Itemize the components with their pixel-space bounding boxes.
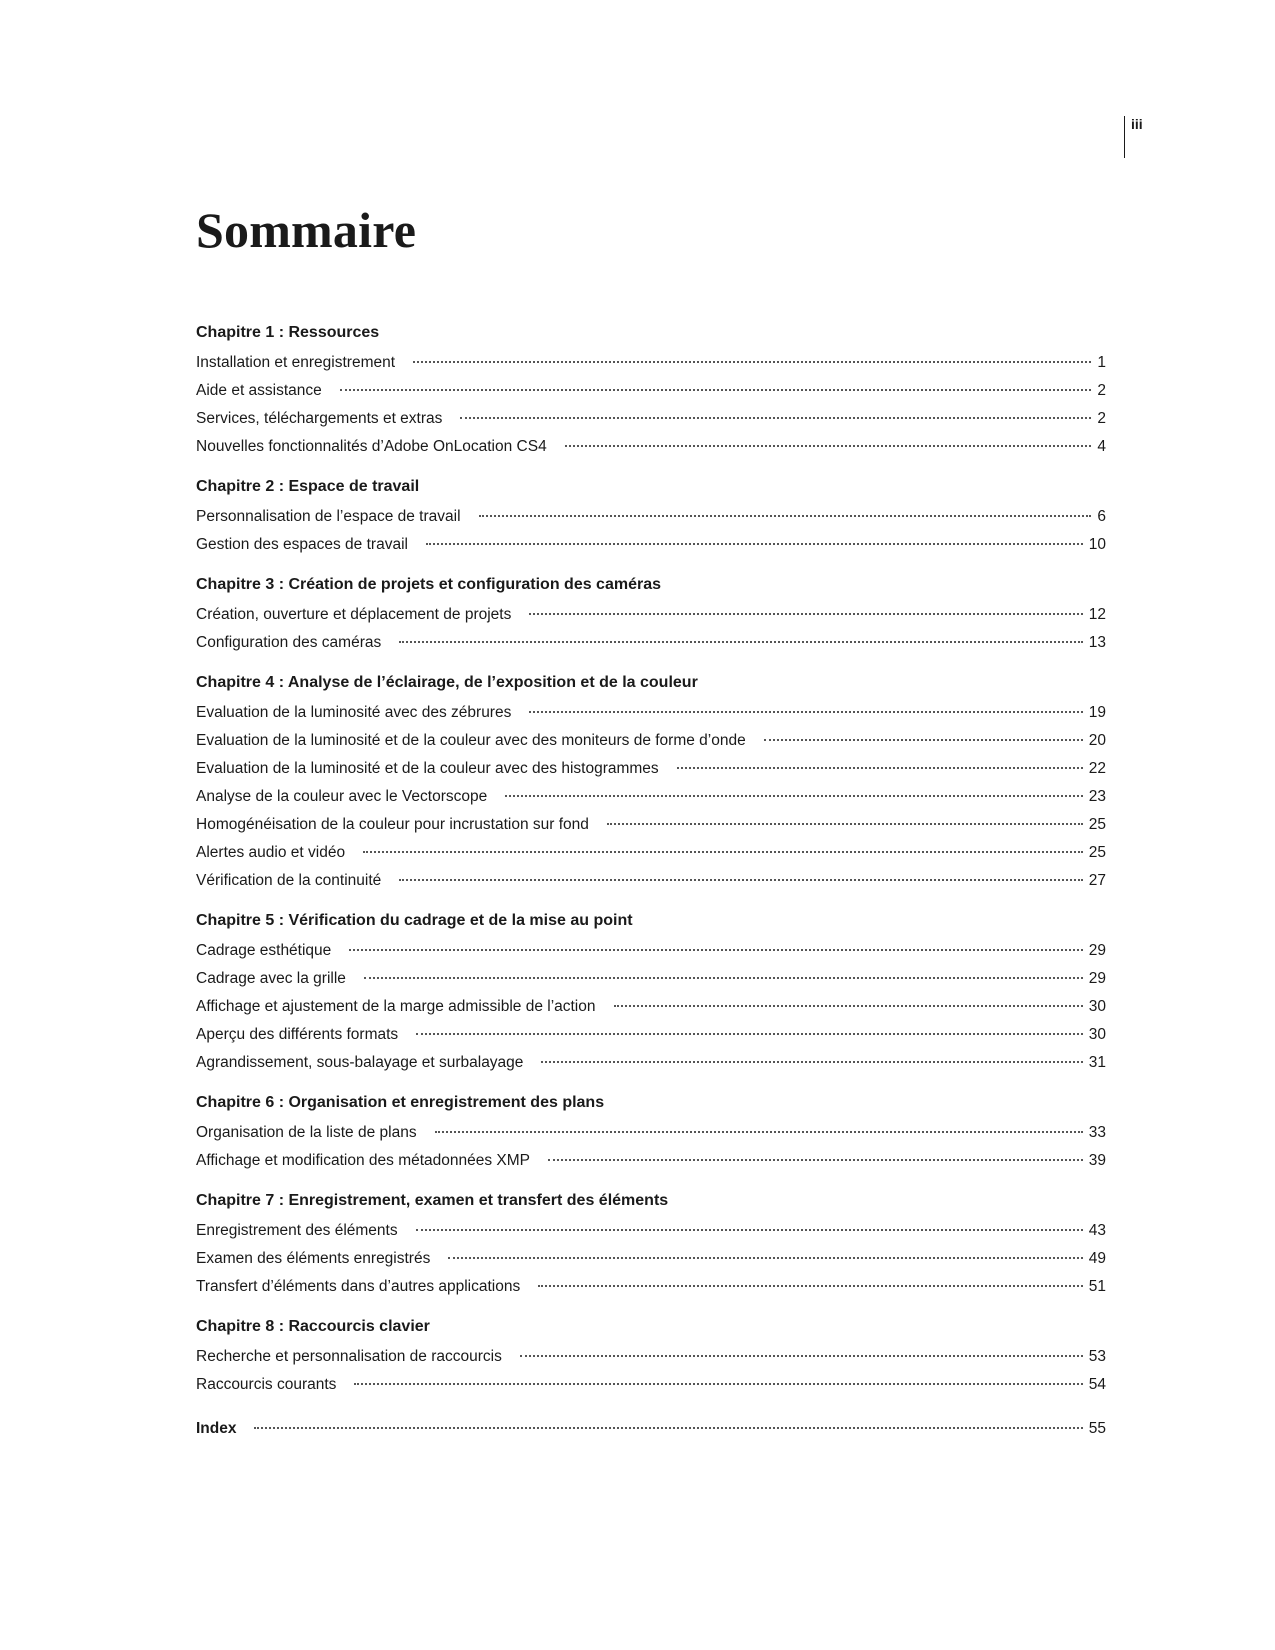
toc-entry-page: 20 xyxy=(1088,732,1106,749)
chapter-title[interactable]: Chapitre 6 : Organisation et enregistrement des plans xyxy=(196,1094,605,1111)
dot-leader xyxy=(416,1033,1083,1035)
chapter-title[interactable]: Chapitre 2 : Espace de travail xyxy=(196,478,420,495)
toc-chapter-2 xyxy=(196,477,1106,559)
toc-entry-label: Examen des éléments enregistrés xyxy=(196,1250,431,1267)
dot-leader xyxy=(416,1229,1083,1231)
toc-entry-label: Homogénéisation de la couleur pour incrustation sur fond xyxy=(196,816,589,833)
toc-entry-page: 10 xyxy=(1088,536,1106,553)
dot-leader xyxy=(448,1257,1082,1259)
toc-entry-page: 2 xyxy=(1097,382,1106,399)
dot-leader xyxy=(340,389,1092,391)
dot-leader xyxy=(349,949,1082,951)
index-page: 55 xyxy=(1088,1420,1106,1437)
toc-chapter-5 xyxy=(196,911,1106,1077)
toc-entry-page: 30 xyxy=(1088,1026,1106,1043)
page-number-block xyxy=(1124,116,1143,158)
toc-entry-page: 25 xyxy=(1088,844,1106,861)
dot-leader xyxy=(399,641,1083,643)
toc-entry-page: 29 xyxy=(1088,942,1106,959)
chapter-title[interactable]: Chapitre 7 : Enregistrement, examen et transfert des éléments xyxy=(196,1192,669,1209)
toc-entry[interactable] xyxy=(196,1343,1106,1371)
dot-leader xyxy=(254,1427,1082,1429)
toc-entry[interactable] xyxy=(196,1245,1106,1273)
toc-entry-label: Vérification de la continuité xyxy=(196,872,382,889)
dot-leader xyxy=(548,1159,1083,1161)
toc-entry[interactable] xyxy=(196,783,1106,811)
toc-chapter-8 xyxy=(196,1317,1106,1399)
toc-entry[interactable] xyxy=(196,811,1106,839)
toc-entry-label: Cadrage esthétique xyxy=(196,942,332,959)
toc-entry-page: 2 xyxy=(1097,410,1106,427)
toc-chapter-6 xyxy=(196,1093,1106,1175)
dot-leader xyxy=(607,823,1083,825)
toc-entry-page: 4 xyxy=(1097,438,1106,455)
dot-leader xyxy=(614,1005,1083,1007)
toc-entry[interactable] xyxy=(196,601,1106,629)
toc-entry-page: 23 xyxy=(1088,788,1106,805)
toc-entry[interactable] xyxy=(196,1273,1106,1301)
toc-entry[interactable] xyxy=(196,377,1106,405)
toc-entry-page: 19 xyxy=(1088,704,1106,721)
toc-entry-label: Organisation de la liste de plans xyxy=(196,1124,417,1141)
chapter-title[interactable]: Chapitre 1 : Ressources xyxy=(196,324,380,341)
toc-entry[interactable] xyxy=(196,1371,1106,1399)
toc-chapter-4 xyxy=(196,673,1106,895)
toc-entry-label: Affichage et ajustement de la marge admissible de l’action xyxy=(196,998,596,1015)
toc-entry-label: Transfert d’éléments dans d’autres applications xyxy=(196,1278,521,1295)
toc-entry-label: Raccourcis courants xyxy=(196,1376,337,1393)
toc-entry-label: Recherche et personnalisation de raccourcis xyxy=(196,1348,502,1365)
toc-entry-label: Alertes audio et vidéo xyxy=(196,844,346,861)
dot-leader xyxy=(426,543,1083,545)
toc-entry[interactable] xyxy=(196,727,1106,755)
toc-entry[interactable] xyxy=(196,699,1106,727)
toc-entry-label: Analyse de la couleur avec le Vectorscope xyxy=(196,788,488,805)
toc-entry[interactable] xyxy=(196,349,1106,377)
toc-entry-page: 51 xyxy=(1088,1278,1106,1295)
toc-entry-page: 6 xyxy=(1097,508,1106,525)
toc-entry-page: 49 xyxy=(1088,1250,1106,1267)
dot-leader xyxy=(520,1355,1083,1357)
table-of-contents xyxy=(196,323,1106,1443)
dot-leader xyxy=(529,711,1082,713)
toc-entry-label: Agrandissement, sous-balayage et surbalayage xyxy=(196,1054,524,1071)
dot-leader xyxy=(435,1131,1083,1133)
toc-entry-page: 1 xyxy=(1097,354,1106,371)
toc-index-entry[interactable] xyxy=(196,1415,1106,1443)
dot-leader xyxy=(460,417,1091,419)
toc-chapter-7 xyxy=(196,1191,1106,1301)
toc-entry-label: Nouvelles fonctionnalités d’Adobe OnLocation CS4 xyxy=(196,438,547,455)
dot-leader xyxy=(363,851,1083,853)
dot-leader xyxy=(538,1285,1083,1287)
toc-entry[interactable] xyxy=(196,1147,1106,1175)
dot-leader xyxy=(479,515,1092,517)
toc-entry-label: Affichage et modification des métadonnées XMP xyxy=(196,1152,531,1169)
dot-leader xyxy=(354,1383,1082,1385)
toc-entry[interactable] xyxy=(196,1119,1106,1147)
toc-entry-page: 25 xyxy=(1088,816,1106,833)
toc-entry[interactable] xyxy=(196,629,1106,657)
page-number: iii xyxy=(1131,116,1143,132)
toc-entry-label: Personnalisation de l’espace de travail xyxy=(196,508,461,525)
toc-entry-label: Installation et enregistrement xyxy=(196,354,396,371)
toc-entry-label: Evaluation de la luminosité avec des zébrures xyxy=(196,704,512,721)
toc-entry-page: 43 xyxy=(1088,1222,1106,1239)
toc-entry[interactable] xyxy=(196,1021,1106,1049)
dot-leader xyxy=(399,879,1082,881)
toc-entry[interactable] xyxy=(196,755,1106,783)
toc-entry-page: 29 xyxy=(1088,970,1106,987)
toc-entry[interactable] xyxy=(196,867,1106,895)
chapter-title[interactable]: Chapitre 4 : Analyse de l’éclairage, de l’exposition et de la couleur xyxy=(196,674,698,691)
toc-entry-label: Gestion des espaces de travail xyxy=(196,536,408,553)
dot-leader xyxy=(364,977,1083,979)
toc-entry[interactable] xyxy=(196,1049,1106,1077)
toc-entry[interactable] xyxy=(196,531,1106,559)
chapter-title[interactable]: Chapitre 8 : Raccourcis clavier xyxy=(196,1318,430,1335)
toc-entry-page: 27 xyxy=(1088,872,1106,889)
toc-entry-page: 22 xyxy=(1088,760,1106,777)
toc-entry-page: 13 xyxy=(1088,634,1106,651)
toc-entry[interactable] xyxy=(196,937,1106,965)
toc-chapter-1 xyxy=(196,323,1106,461)
toc-chapter-3 xyxy=(196,575,1106,657)
toc-entry-label: Evaluation de la luminosité et de la couleur avec des moniteurs de forme d’onde xyxy=(196,732,746,749)
toc-entry[interactable] xyxy=(196,503,1106,531)
toc-entry[interactable] xyxy=(196,1217,1106,1245)
toc-entry[interactable] xyxy=(196,433,1106,461)
dot-leader xyxy=(505,795,1083,797)
toc-entry-page: 30 xyxy=(1088,998,1106,1015)
toc-entry-page: 39 xyxy=(1088,1152,1106,1169)
dot-leader xyxy=(529,613,1082,615)
toc-entry-page: 12 xyxy=(1088,606,1106,623)
toc-entry[interactable] xyxy=(196,965,1106,993)
dot-leader xyxy=(413,361,1091,363)
toc-entry-label: Services, téléchargements et extras xyxy=(196,410,443,427)
page-title: Sommaire xyxy=(196,202,417,258)
toc-entry-page: 54 xyxy=(1088,1376,1106,1393)
toc-entry-label: Aide et assistance xyxy=(196,382,322,399)
toc-entry-label: Création, ouverture et déplacement de projets xyxy=(196,606,512,623)
dot-leader xyxy=(541,1061,1082,1063)
chapter-title[interactable]: Chapitre 5 : Vérification du cadrage et de la mise au point xyxy=(196,912,633,929)
toc-entry[interactable] xyxy=(196,839,1106,867)
toc-entry-label: Enregistrement des éléments xyxy=(196,1222,398,1239)
toc-entry-page: 31 xyxy=(1088,1054,1106,1071)
toc-entry-label: Evaluation de la luminosité et de la couleur avec des histogrammes xyxy=(196,760,659,777)
dot-leader xyxy=(565,445,1092,447)
dot-leader xyxy=(764,739,1083,741)
toc-entry-label: Cadrage avec la grille xyxy=(196,970,346,987)
toc-entry-page: 53 xyxy=(1088,1348,1106,1365)
dot-leader xyxy=(677,767,1083,769)
toc-entry-label: Aperçu des différents formats xyxy=(196,1026,399,1043)
toc-entry[interactable] xyxy=(196,993,1106,1021)
index-label: Index xyxy=(196,1420,237,1437)
toc-entry[interactable] xyxy=(196,405,1106,433)
toc-entry-label: Configuration des caméras xyxy=(196,634,382,651)
chapter-title[interactable]: Chapitre 3 : Création de projets et configuration des caméras xyxy=(196,576,661,593)
toc-entry-page: 33 xyxy=(1088,1124,1106,1141)
